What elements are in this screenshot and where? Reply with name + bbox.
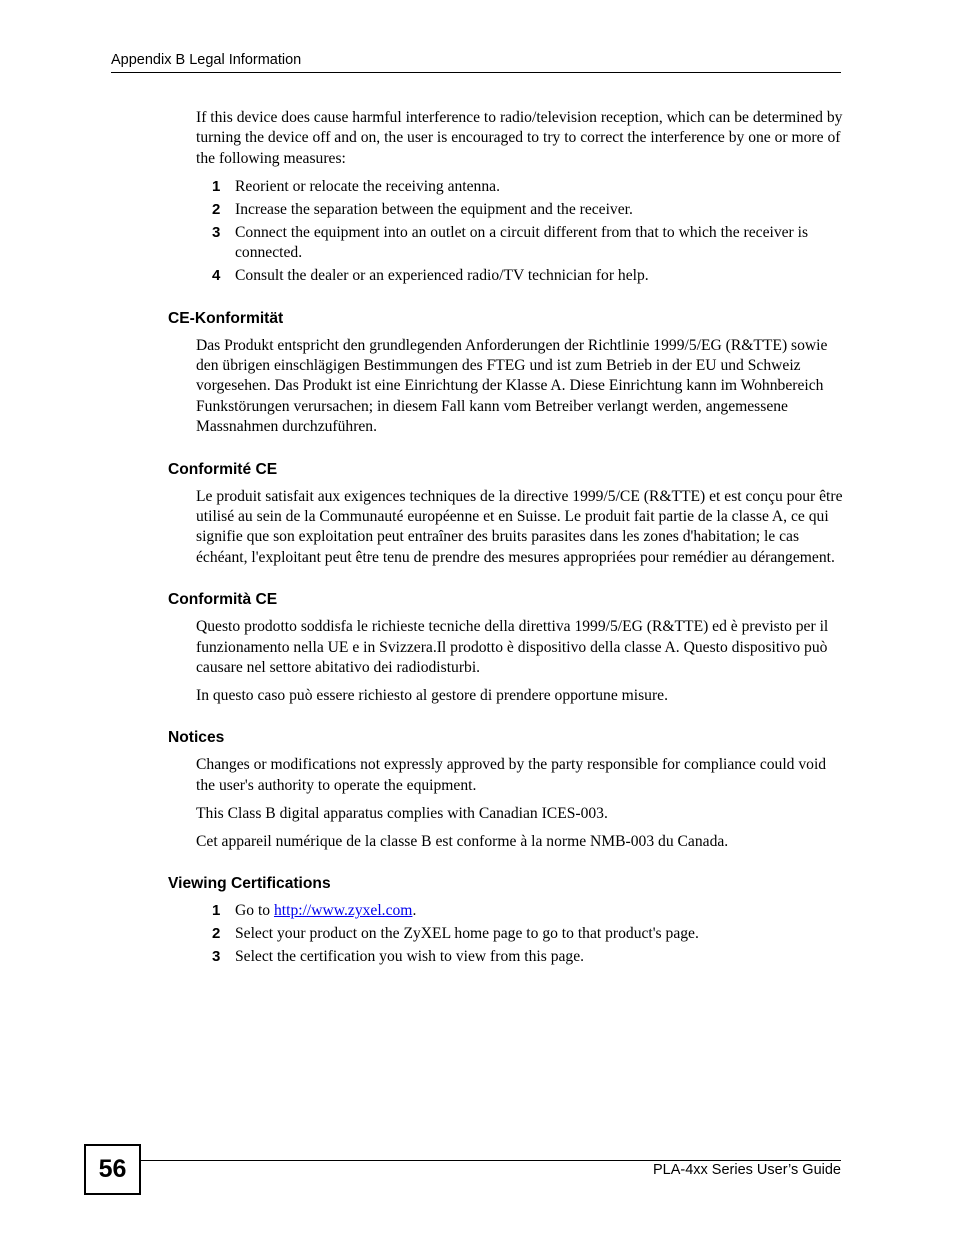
list-item: [212, 223, 843, 264]
list-item: [212, 924, 843, 944]
notices-text-2: This Class B digital apparatus complies with Canadian ICES-003.: [196, 804, 608, 822]
step-number: 3: [212, 223, 221, 241]
running-header: Appendix B Legal Information: [111, 52, 841, 73]
notices-heading: Notices: [168, 729, 225, 747]
step-text: Select the certification you wish to view from this page.: [235, 947, 585, 965]
interference-steps: [168, 177, 843, 287]
conformita-ce-text: Questo prodotto soddisfa le richieste tecniche della direttiva 1999/5/EG (R&TTE) ed è previsto per il funzionamento nella UE e in Svizzera.Il prodotto è dispositivo della classe A. Questo dispositivo può causare nel settore abitativo dei radiodisturbi.: [196, 618, 829, 676]
ce-konformitat-heading: CE-Konformität: [168, 309, 284, 327]
conformita-ce-text-2: In questo caso può essere richiesto al gestore di prendere opportune misure.: [196, 686, 668, 704]
zyxel-link[interactable]: http://www.zyxel.com: [273, 901, 413, 919]
step-number: 2: [212, 200, 221, 218]
guide-title: PLA-4xx Series User’s Guide: [652, 1162, 841, 1178]
step-number: 4: [212, 267, 221, 285]
step-number: 3: [212, 947, 221, 965]
list-item: [212, 901, 843, 921]
ce-konformitat-text: Das Produkt entspricht den grundlegenden Anforderungen der Richtlinie 1999/5/EG (R&TTE) sowie den übrigen einschlägigen Bestimmungen des FTEG und ist zum Betrieb in der EU und Schweiz vorgesehen. Das Produkt ist eine Einrichtung der Klasse A. Diese Einrichtung kann im Wohnbereich Funkstörungen verursachen; in diesem Fall kann vom Betreiber verlangt werden, angemessene Massnahmen durchzuführen.: [196, 336, 828, 436]
step-text: Increase the separation between the equipment and the receiver.: [235, 200, 633, 218]
list-item: [212, 177, 843, 197]
step-number: 1: [212, 901, 221, 919]
step-prefix: Go to: [235, 901, 274, 919]
notices-text-3: Cet appareil numérique de la classe B est conforme à la norme NMB-003 du Canada.: [196, 832, 729, 850]
notices-text-1: Changes or modifications not expressly approved by the party responsible for compliance could void the user's authority to operate the equipment.: [196, 756, 827, 794]
footer-rule: [139, 1160, 841, 1161]
interference-intro: If this device does cause harmful interference to radio/television reception, which can be determined by turning the device off and on, the user is encouraged to try to correct the interference by one or more of the following measures:: [196, 109, 843, 167]
step-text: Consult the dealer or an experienced radio/TV technician for help.: [235, 267, 649, 285]
step-number: 2: [212, 924, 221, 942]
step-suffix: .: [412, 901, 417, 919]
page-content: [168, 108, 843, 970]
certification-steps: [168, 901, 843, 967]
list-item: [212, 200, 843, 220]
page-number: 56: [84, 1144, 141, 1195]
list-item: [212, 266, 843, 286]
step-text: Reorient or relocate the receiving antenna.: [235, 177, 500, 195]
conformite-ce-text: Le produit satisfait aux exigences techniques de la directive 1999/5/CE (R&TTE) et est conçu pour être utilisé au sein de la Communauté européenne et en Suisse. Le produit fait partie de la classe A, ce qui signifie que son exploitation peut entraîner des bruits parasites dans les zones d'habitation; le cas échéant, l'exploitant peut être tenu de prendre des mesures appropriées pour remédier au dérangement.: [196, 487, 843, 566]
list-item: [212, 947, 843, 967]
conformita-ce-heading: Conformità CE: [168, 591, 278, 609]
viewing-certifications-heading: Viewing Certifications: [168, 874, 331, 892]
step-text: Connect the equipment into an outlet on a circuit different from that to which the receiver is connected.: [235, 223, 809, 262]
step-number: 1: [212, 177, 221, 195]
conformite-ce-heading: Conformité CE: [168, 460, 278, 478]
step-text: Select your product on the ZyXEL home page to go to that product's page.: [235, 924, 699, 942]
